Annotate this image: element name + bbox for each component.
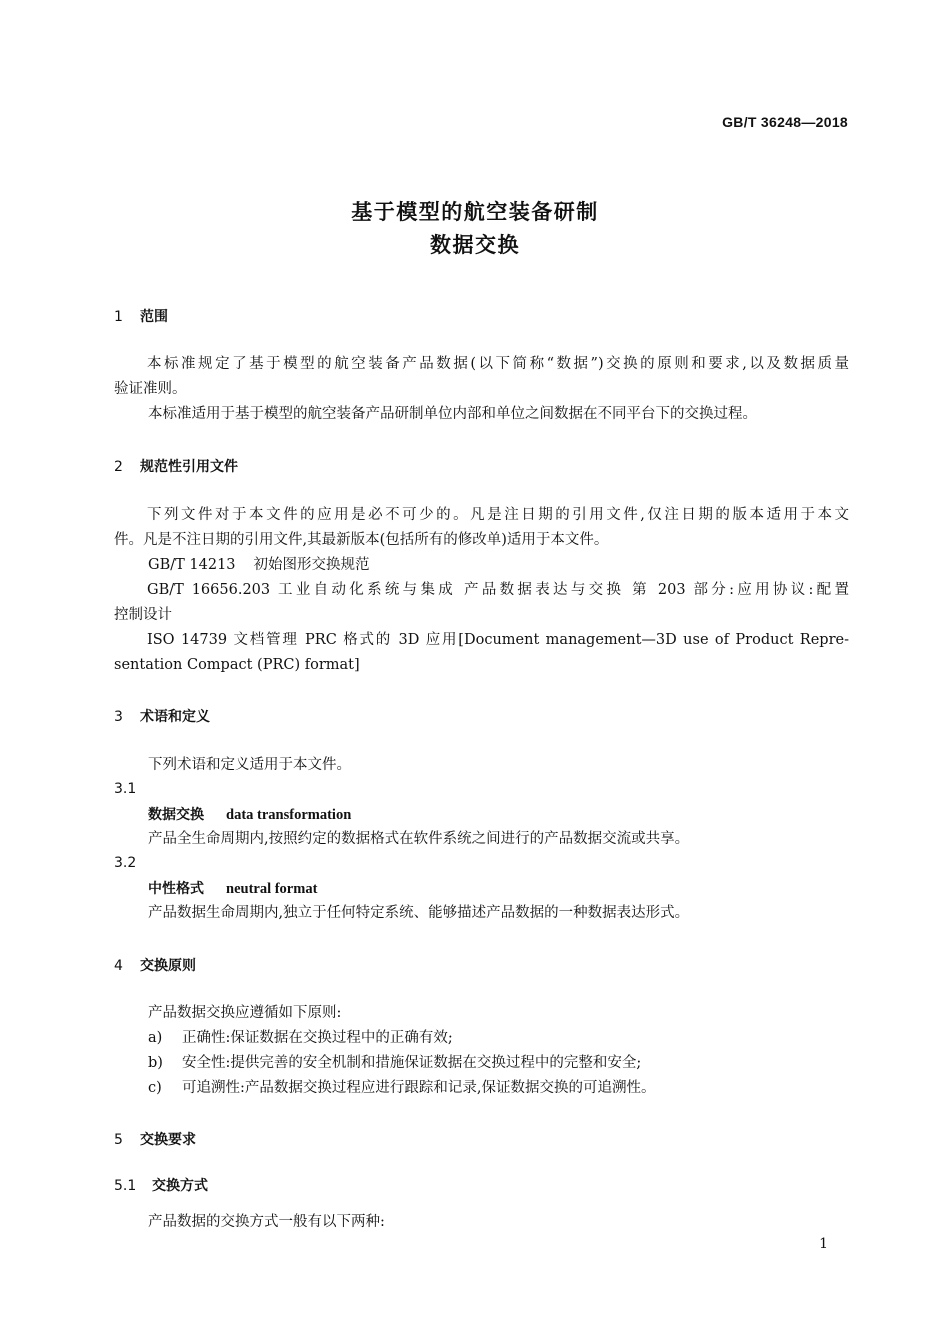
section-number: 1 bbox=[114, 309, 123, 325]
section-1-para2: 本标准适用于基于模型的航空装备产品研制单位内部和单位之间数据在不同平台下的交换过程。 bbox=[148, 406, 757, 422]
subsection-title: 交换方式 bbox=[152, 1178, 208, 1194]
section-1-para1-line1: 本标准规定了基于模型的航空装备产品数据(以下简称“数据”)交换的原则和要求,以及数据质量 bbox=[147, 356, 849, 372]
reference-title: 文档管理 PRC 格式的 3D 应用[Document management—3D use of Product Repre- bbox=[233, 632, 849, 648]
list-item bbox=[148, 1026, 453, 1051]
term-entry bbox=[148, 804, 351, 824]
list-item bbox=[148, 1076, 656, 1101]
reference-title: 初始图形交换规范 bbox=[253, 557, 370, 573]
term-en: data transformation bbox=[226, 807, 352, 823]
term-zh: 中性格式 bbox=[148, 881, 204, 897]
reference-code: GB/T 16656.203 bbox=[147, 582, 271, 598]
section-2-intro-line1: 下列文件对于本文件的应用是必不可少的。凡是注日期的引用文件,仅注日期的版本适用于本文 bbox=[147, 507, 849, 523]
section-number: 4 bbox=[114, 958, 123, 974]
term-number: 3.1 bbox=[114, 781, 137, 797]
section-3-intro: 下列术语和定义适用于本文件。 bbox=[148, 757, 351, 773]
term-definition: 产品全生命周期内,按照约定的数据格式在软件系统之间进行的产品数据交流或共享。 bbox=[148, 831, 690, 847]
section-title: 交换要求 bbox=[140, 1132, 196, 1148]
term-entry bbox=[148, 878, 317, 898]
document-title-line2: 数据交换 bbox=[430, 233, 520, 257]
section-2-intro-line2: 件。凡是不注日期的引用文件,其最新版本(包括所有的修改单)适用于本文件。 bbox=[114, 532, 609, 548]
term-en: neutral format bbox=[226, 881, 318, 897]
section-4-intro: 产品数据交换应遵循如下原则: bbox=[148, 1005, 342, 1021]
section-5-heading bbox=[114, 1129, 196, 1149]
term-definition: 产品数据生命周期内,独立于任何特定系统、能够描述产品数据的一种数据表达形式。 bbox=[148, 905, 690, 921]
section-4-heading bbox=[114, 955, 196, 975]
subsection-5-1-intro: 产品数据的交换方式一般有以下两种: bbox=[148, 1214, 385, 1230]
list-item bbox=[148, 1051, 641, 1076]
section-title: 术语和定义 bbox=[140, 709, 210, 725]
section-1-heading bbox=[114, 306, 168, 326]
term-number: 3.2 bbox=[114, 855, 137, 871]
section-title: 规范性引用文件 bbox=[140, 459, 238, 475]
list-text: 可追溯性:产品数据交换过程应进行跟踪和记录,保证数据交换的可追溯性。 bbox=[182, 1080, 656, 1096]
section-number: 5 bbox=[114, 1132, 123, 1148]
standard-number: GB/T 36248—2018 bbox=[722, 114, 848, 130]
term-zh: 数据交换 bbox=[148, 807, 204, 823]
section-title: 范围 bbox=[140, 309, 168, 325]
reference-code: GB/T 14213 bbox=[148, 557, 236, 573]
reference-item bbox=[114, 628, 849, 653]
section-number: 3 bbox=[114, 709, 123, 725]
reference-code: ISO 14739 bbox=[147, 632, 228, 648]
subsection-5-1-heading bbox=[114, 1175, 208, 1195]
section-1-para1-line2: 验证准则。 bbox=[114, 381, 187, 397]
list-label: c) bbox=[148, 1080, 162, 1096]
section-title: 交换原则 bbox=[140, 958, 196, 974]
reference-title: 工业自动化系统与集成 产品数据表达与交换 第 203 部分:应用协议:配置 bbox=[278, 582, 849, 598]
subsection-number: 5.1 bbox=[114, 1178, 137, 1194]
reference-title-continued: 控制设计 bbox=[114, 607, 172, 623]
list-text: 正确性:保证数据在交换过程中的正确有效; bbox=[182, 1030, 453, 1046]
page-number: 1 bbox=[819, 1236, 828, 1252]
list-label: b) bbox=[148, 1055, 163, 1071]
reference-item bbox=[114, 578, 849, 603]
section-2-heading bbox=[114, 456, 238, 476]
reference-item bbox=[148, 553, 370, 578]
list-text: 安全性:提供完善的安全机制和措施保证数据在交换过程中的完整和安全; bbox=[182, 1055, 642, 1071]
section-3-heading bbox=[114, 706, 210, 726]
document-title-line1: 基于模型的航空装备研制 bbox=[351, 200, 599, 224]
reference-title-continued: sentation Compact (PRC) format] bbox=[114, 657, 360, 673]
list-label: a) bbox=[148, 1030, 163, 1046]
section-number: 2 bbox=[114, 459, 123, 475]
